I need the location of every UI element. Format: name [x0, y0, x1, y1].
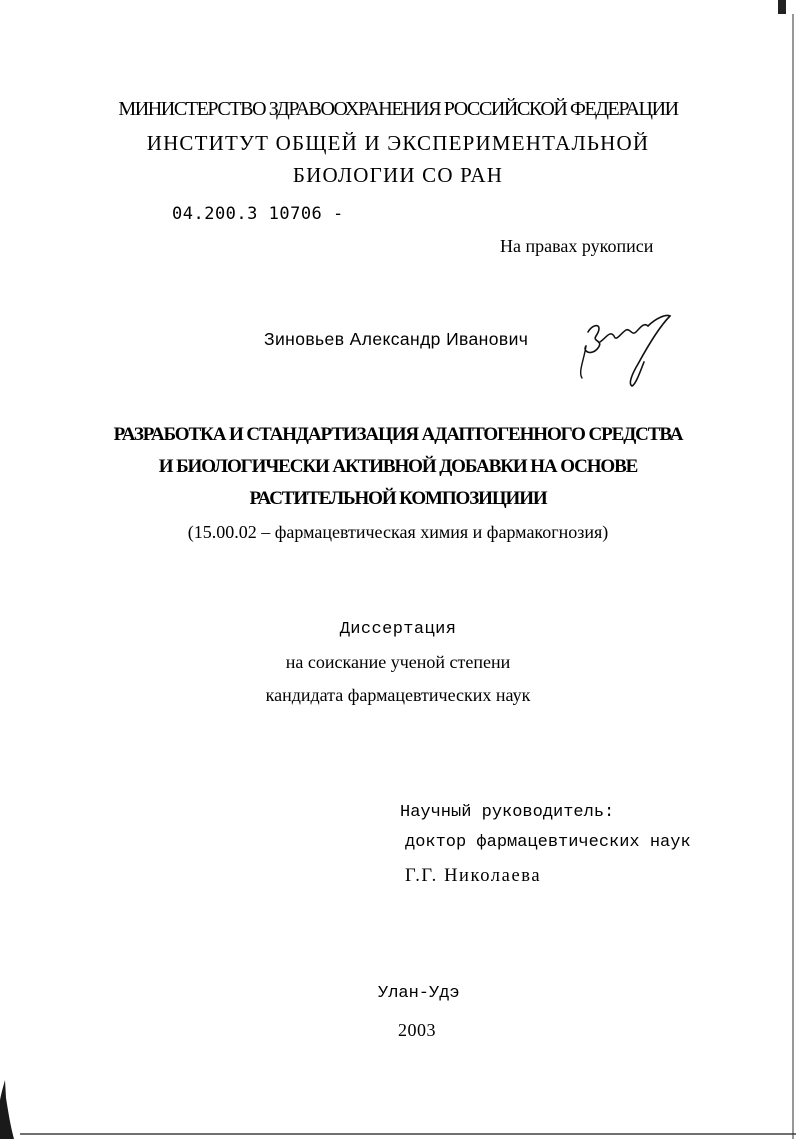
ministry-heading: МИНИСТЕРСТВО ЗДРАВООХРАНЕНИЯ РОССИЙСКОЙ ФЕДЕРАЦИИ [118, 98, 678, 120]
specialty-code: (15.00.02 – фармацевтическая химия и фармакогнозия) [187, 522, 609, 542]
handwritten-signature [574, 312, 674, 388]
work-type: Диссертация [339, 620, 457, 639]
thesis-title-line1: РАЗРАБОТКА И СТАНДАРТИЗАЦИЯ АДАПТОГЕННОГО СРЕДСТВА [113, 424, 683, 445]
registration-number: 04.200.3 10706 - [172, 204, 344, 224]
degree-line1: на соискание ученой степени [285, 652, 511, 672]
institute-heading-line2: БИОЛОГИИ СО РАН [292, 163, 504, 187]
author-name: Зиновьев Александр Иванович [264, 329, 529, 349]
scan-bottom-edge [20, 1133, 796, 1135]
supervisor-label: Научный руководитель: [400, 803, 615, 822]
scan-corner-artifact [0, 1080, 14, 1139]
year: 2003 [398, 1020, 436, 1040]
thesis-title-line3: РАСТИТЕЛЬНОЙ КОМПОЗИЦИИИ [249, 488, 547, 509]
degree-line2: кандидата фармацевтических наук [265, 685, 531, 705]
scan-edge-mark [778, 0, 786, 14]
institute-heading-line1: ИНСТИТУТ ОБЩЕЙ И ЭКСПЕРИМЕНТАЛЬНОЙ [146, 131, 650, 155]
supervisor-degree: доктор фармацевтических наук [405, 833, 691, 852]
rights-note: На правах рукописи [500, 236, 654, 256]
thesis-title-line2: И БИОЛОГИЧЕСКИ АКТИВНОЙ ДОБАВКИ НА ОСНОВЕ [158, 456, 638, 477]
supervisor-name: Г.Г. Николаева [405, 866, 542, 886]
city: Улан-Удэ [378, 984, 460, 1003]
scan-edge-line [792, 14, 794, 1139]
